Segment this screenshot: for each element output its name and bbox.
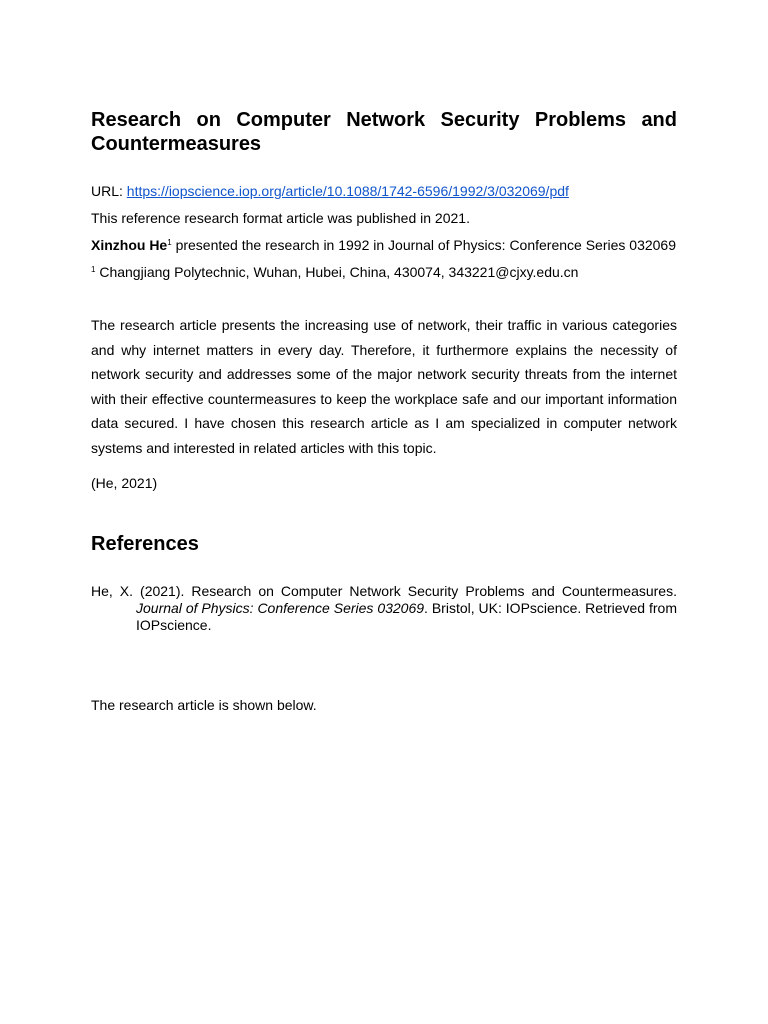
reference-entry-part2: . Bristol, UK: IOPscience. Retrieved from IOPscience. <box>136 600 677 633</box>
page-title: Research on Computer Network Security Problems and Countermeasures <box>91 109 677 155</box>
url-line <box>91 182 691 200</box>
published-statement: This reference research format article was published in 2021. <box>91 210 470 226</box>
author-name: Xinzhou He <box>91 237 168 253</box>
references-heading: References <box>91 533 199 555</box>
article-shown-below-note: The research article is shown below. <box>91 697 317 713</box>
author-description: presented the research in 1992 in Journal of Physics: Conference Series 032069 <box>171 237 676 253</box>
reference-entry <box>91 583 677 634</box>
reference-journal: Journal of Physics: Conference Series 032069 <box>136 600 425 616</box>
affiliation-text: Changjiang Polytechnic, Wuhan, Hubei, China, 430074, 343221@cjxy.edu.cn <box>95 264 579 280</box>
author-superscript: 1 <box>167 238 172 247</box>
author-line <box>91 236 691 254</box>
reference-entry-part1: He, X. (2021). Research on Computer Network Security Problems and Countermeasures. <box>91 583 677 599</box>
url-label: URL: <box>91 183 127 199</box>
summary-paragraph: The research article presents the increasing use of network, their traffic in various categories and why internet matters in every day. Therefore, it furthermore explains the necessity of network security and addresses some of the major network security threats from the internet with their effective countermeasures to keep the workplace safe and our important information data secured. I have chosen this research article as I am specialized in computer network systems and interested in related articles with this topic. <box>91 317 677 456</box>
affiliation-superscript: 1 <box>91 265 96 274</box>
in-text-citation: (He, 2021) <box>91 475 158 491</box>
affiliation-line <box>91 263 691 281</box>
article-url-link[interactable]: https://iopscience.iop.org/article/10.1088/1742-6596/1992/3/032069/pdf <box>126 183 569 199</box>
